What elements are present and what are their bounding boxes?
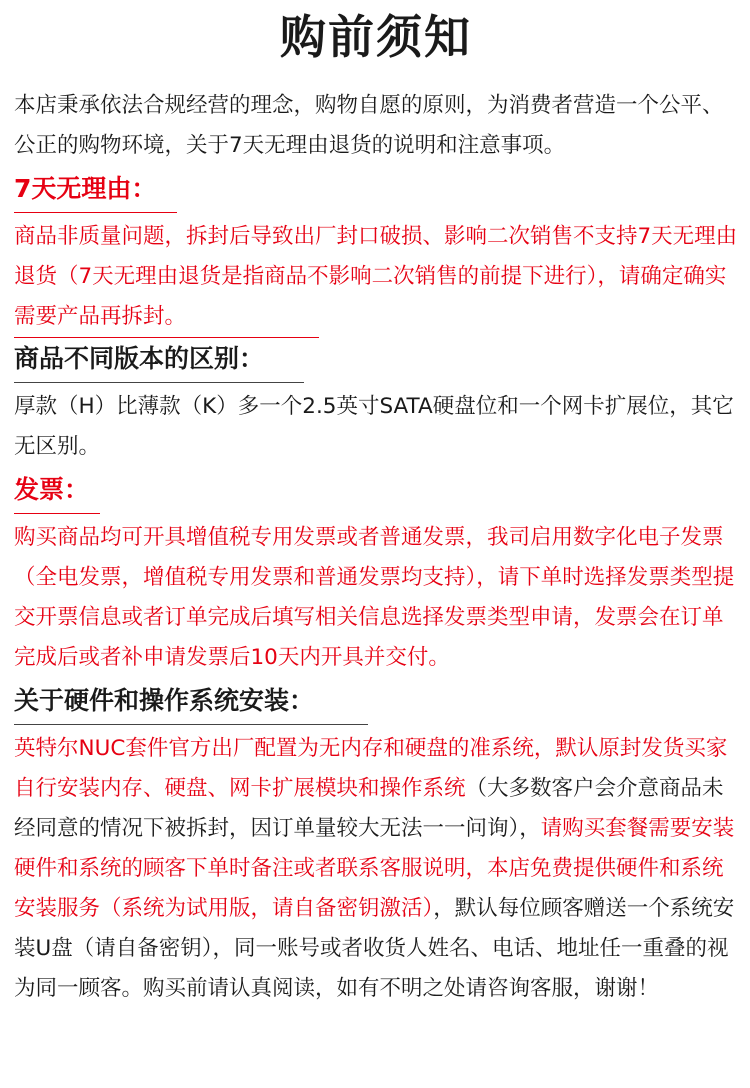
installation-part-1: 英特尔NUC套件官方出厂配置为无内存和硬盘的准系统，默认原封发货买家自行安装内存、硬盘、网卡扩展模块和操作系统 xyxy=(14,736,728,801)
section-heading-return-policy: 7天无理由： xyxy=(14,174,157,203)
installation-part-4: ，默认每位顾客赠送一个系统安装U盘（请自备密钥），同一账号或者收货人姓名、电话、地址任一重叠的视为同一顾客。购买前请认真阅读，如有不明之处请咨询客服，谢谢！ xyxy=(14,896,735,1001)
intro-text: 本店秉承依法合规经营的理念，购物自愿的原则，为消费者营造一个公平、公正的购物环境，关于7天无理由退货的说明和注意事项。 xyxy=(14,93,724,158)
section-body-version-difference: 厚款（H）比薄款（K）多一个2.5英寸SATA硬盘位和一个网卡扩展位，其它无区别。 xyxy=(14,394,734,459)
section-body-installation xyxy=(14,729,738,1009)
section-heading-installation: 关于硬件和操作系统安装： xyxy=(14,686,315,715)
heading-underline xyxy=(14,382,304,383)
page-title: 购前须知 xyxy=(280,10,472,64)
section-body-return-policy: 商品非质量问题，拆封后导致出厂封口破损、影响二次销售不支持7天无理由退货（7天无理由退货是指商品不影响二次销售的前提下进行），请确定确实需要产品再拆封。 xyxy=(14,224,738,329)
heading-underline xyxy=(14,513,100,514)
heading-underline xyxy=(14,724,368,725)
section-heading-version-difference: 商品不同版本的区别： xyxy=(14,344,265,373)
section-heading-invoice: 发票： xyxy=(14,475,90,504)
installation-part-2: （大多数客户会介意商品未经同意的情况下被拆封，因订单量较大无法一一问询）， xyxy=(14,776,724,841)
installation-part-3: 请购买套餐需要安装硬件和系统的顾客下单时备注或者联系客服说明，本店免费提供硬件和系统安装服务（系统为试用版，请自备密钥激活） xyxy=(14,816,735,921)
section-divider xyxy=(14,337,319,338)
heading-underline xyxy=(14,212,177,213)
section-body-invoice: 购买商品均可开具增值税专用发票或者普通发票，我司启用数字化电子发票（全电发票，增值税专用发票和普通发票均支持），请下单时选择发票类型提交开票信息或者订单完成后填写相关信息选择发票类型申请，发票会在订单完成后或者补申请发票后10天内开具并交付。 xyxy=(14,525,735,670)
